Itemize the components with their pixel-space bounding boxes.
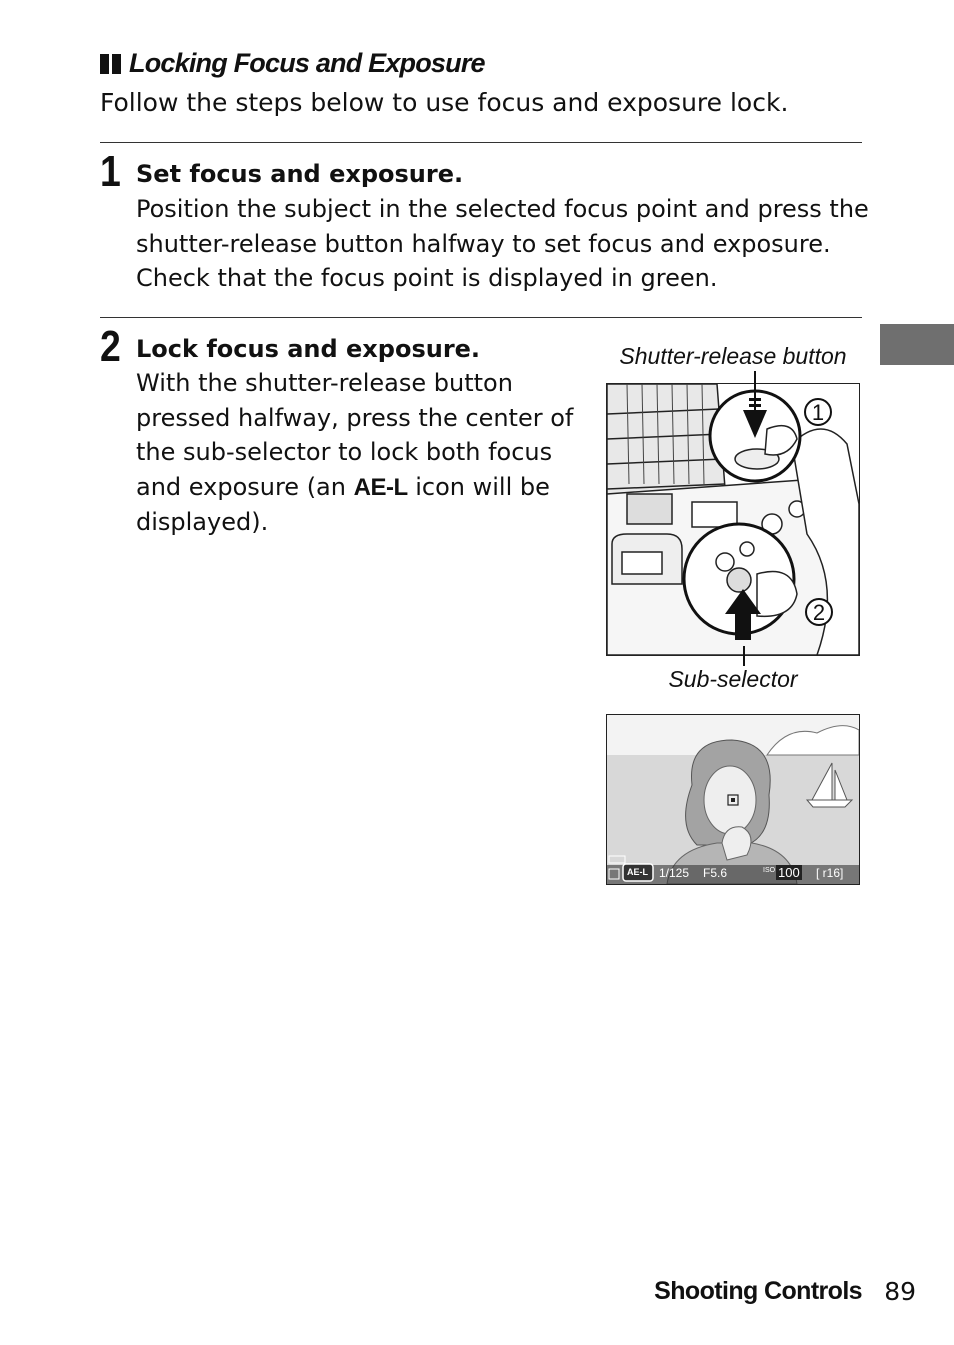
step-body-line: displayed). (136, 508, 269, 536)
sub-selector-label: Sub-selector (668, 666, 798, 692)
section-marker-icon (100, 54, 121, 74)
shutter-release-label: Shutter-release button (619, 343, 847, 369)
step-body (136, 366, 573, 540)
step-body (136, 192, 869, 296)
chapter-tab (880, 324, 954, 365)
aperture-readout: F5.6 (703, 866, 728, 880)
intro-text: Follow the steps below to use focus and exposure lock. (100, 88, 789, 117)
step-marker-2: 2 (812, 600, 826, 625)
step-body-line: shutter-release button halfway to set focus and exposure. (136, 229, 831, 258)
section-title-text: Locking Focus and Exposure (129, 48, 485, 78)
divider (100, 317, 862, 318)
step-title: Set focus and exposure. (136, 160, 464, 188)
footer-chapter-title: Shooting Controls (654, 1277, 862, 1305)
monitor-scene (607, 715, 859, 884)
iso-readout: 100 (778, 865, 800, 880)
camera-illustration (606, 383, 860, 656)
monitor-display-illustration (606, 714, 860, 885)
callout-line (743, 646, 745, 666)
step-marker-1: 1 (811, 400, 825, 425)
section-title (100, 48, 485, 79)
step-title: Lock focus and exposure. (136, 335, 481, 363)
step-body-line: Position the subject in the selected focus point and press the (136, 195, 869, 223)
callout-line (754, 371, 756, 411)
step-body-line: Check that the focus point is displayed in green. (136, 264, 718, 292)
page-number: 89 (884, 1277, 916, 1306)
shutter-speed-readout: 1/125 (659, 866, 690, 880)
ae-l-indicator: AE-L (627, 867, 648, 877)
step-body-line: pressed halfway, press the center of (136, 403, 574, 432)
step-body-text: icon will be (407, 472, 550, 501)
step-body-line: With the shutter-release button (136, 369, 513, 397)
step-body-line: the sub-selector to lock both focus (136, 438, 553, 466)
step-number: 2 (100, 322, 121, 371)
iso-label: ISO (763, 867, 776, 874)
step-number: 1 (100, 147, 121, 196)
step-body-line (136, 470, 573, 506)
camera-drawing (607, 384, 859, 655)
ae-l-icon: AE-L (353, 473, 408, 501)
divider (100, 142, 862, 143)
frames-remaining: [ r16] (816, 866, 844, 880)
step-body-text: and exposure (an (136, 472, 354, 501)
